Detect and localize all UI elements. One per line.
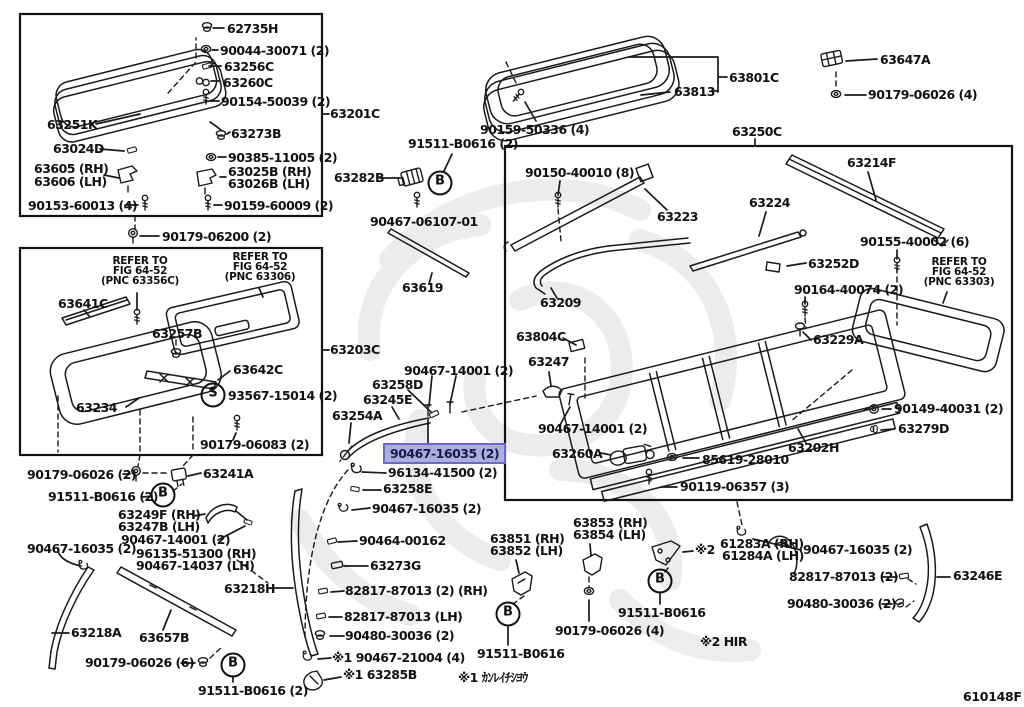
part-90149-40031: 90149-40031 (2) <box>894 401 1004 416</box>
part-63201c: 63201C <box>330 106 380 121</box>
part-63273b: 63273B <box>231 126 282 141</box>
part-96134-41500: 96134-41500 (2) <box>388 465 498 480</box>
refer1-line2: FIG 64-52 <box>112 265 168 277</box>
part-96135-51300-rh: 96135-51300 (RH) <box>136 546 257 561</box>
refer3-line3: (PNC 63303) <box>923 276 995 288</box>
part-90154-50039: 90154-50039 (2) <box>221 94 331 109</box>
part-63647a: 63647A <box>880 52 931 67</box>
circle-b1: B <box>151 483 176 508</box>
part-90464-00162: 90464-00162 <box>359 533 446 548</box>
refer2-line2: FIG 64-52 <box>232 261 288 273</box>
part-90179-06026-d: 90179-06026 (4) <box>868 87 978 102</box>
part-63254a: 63254A <box>332 408 383 423</box>
part-63256c: 63256C <box>224 59 274 74</box>
part-63285b: ※1 63285B <box>343 667 417 682</box>
part-63025b-rh: 63025B (RH) <box>228 164 312 179</box>
highlighted-part-number[interactable]: 90467-16035 (2) <box>383 443 506 464</box>
part-63234: 63234 <box>76 400 117 415</box>
part-61284a-lh: 61284A (LH) <box>722 548 804 563</box>
refer3-line2: FIG 64-52 <box>931 266 987 278</box>
part-93567-15014: 93567-15014 (2) <box>228 388 338 403</box>
part-63026b-lh: 63026B (LH) <box>228 176 310 191</box>
part-63282b: 63282B <box>334 170 385 185</box>
part-90467-14001-a: 90467-14001 (2) <box>121 532 231 547</box>
part-90385-11005: 90385-11005 (2) <box>228 150 338 165</box>
part-90467-14037-lh: 90467-14037 (LH) <box>136 558 255 573</box>
part-63252d: 63252D <box>808 256 859 271</box>
part-63249f-rh: 63249F (RH) <box>118 507 201 522</box>
part-90179-06083: 90179-06083 (2) <box>200 437 310 452</box>
part-62735h: 62735H <box>227 21 278 36</box>
part-91511-b0616-c: 91511-B0616 (2) <box>408 136 518 151</box>
part-63224: 63224 <box>749 195 790 210</box>
part-90179-06200: 90179-06200 (2) <box>162 229 272 244</box>
part-90119-06357: 90119-06357 (3) <box>680 479 790 494</box>
part-90159-60009: 90159-60009 (2) <box>224 198 334 213</box>
part-63218h: 63218H <box>224 581 275 596</box>
refer3-line1: REFER TO <box>931 256 987 268</box>
part-63605-rh: 63605 (RH) <box>34 161 109 176</box>
part-90467-16035-b: 90467-16035 (2) <box>372 501 482 516</box>
part-63257b: 63257B <box>152 326 203 341</box>
part-63214f: 63214F <box>847 155 897 170</box>
part-63813: 63813 <box>674 84 715 99</box>
part-90159-50336: 90159-50336 (4) <box>480 122 590 137</box>
circle-b5: B <box>648 569 673 594</box>
part-63203c: 63203C <box>330 342 380 357</box>
part-63854-lh: 63854 (LH) <box>573 527 646 542</box>
part-63245e: 63245E <box>363 392 413 407</box>
part-63247: 63247 <box>528 354 569 369</box>
part-90467-14001-c: 90467-14001 (2) <box>538 421 648 436</box>
part-90480-30036-b: 90480-30036 (2) <box>787 596 897 611</box>
part-90044-30071: 90044-30071 (2) <box>220 43 330 58</box>
part-90467-06107: 90467-06107-01 <box>370 214 478 229</box>
part-82817-87013-b: 82817-87013 (2) <box>789 569 899 584</box>
diagram-code: 610148F <box>963 689 1022 704</box>
part-90153-60013: 90153-60013 (4) <box>28 198 138 213</box>
part-91511-b0616-a: 91511-B0616 (2) <box>48 489 158 504</box>
part-63853-rh: 63853 (RH) <box>573 515 648 530</box>
part-63641c: 63641C <box>58 296 108 311</box>
part-90164-40074: 90164-40074 (2) <box>794 282 904 297</box>
part-63241a: 63241A <box>203 466 254 481</box>
part-90179-06026-a: 90179-06026 (2) <box>27 467 137 482</box>
part-90179-06026-c: 90179-06026 (4) <box>555 623 665 638</box>
part-63258d: 63258D <box>372 377 423 392</box>
part-91511-b0616-d: 91511-B0616 <box>477 646 565 661</box>
part-63024d: 63024D <box>53 141 104 156</box>
part-63279d: 63279D <box>898 421 949 436</box>
part-63273g: 63273G <box>370 558 421 573</box>
part-61283a-rh: 61283A (RH) <box>720 536 804 551</box>
part-63251k: 63251K <box>47 117 98 132</box>
refer2-line3: (PNC 63306) <box>224 271 296 283</box>
circle-s: S <box>201 383 226 408</box>
part-63209: 63209 <box>540 295 581 310</box>
part-82817-87013-lh: 82817-87013 (LH) <box>344 609 463 624</box>
part-63247b-lh: 63247B (LH) <box>118 519 200 534</box>
part-63619: 63619 <box>402 280 443 295</box>
circle-b4: B <box>496 602 521 627</box>
part-63852-lh: 63852 (LH) <box>490 543 563 558</box>
part-63260a: 63260A <box>552 446 603 461</box>
part-90179-06026-b: 90179-06026 (6) <box>85 655 195 670</box>
part-63804c: 63804C <box>516 329 566 344</box>
part-63246e: 63246E <box>953 568 1003 583</box>
refer1-line1: REFER TO <box>112 255 168 267</box>
part-63851-rh: 63851 (RH) <box>490 531 565 546</box>
part-90467-16035-a: 90467-16035 (2) <box>27 541 137 556</box>
part-63223: 63223 <box>657 209 698 224</box>
note-2-prefix: ※2 <box>695 542 715 557</box>
part-63606-lh: 63606 (LH) <box>34 174 107 189</box>
part-63218a: 63218A <box>71 625 122 640</box>
part-63801c: 63801C <box>729 70 779 85</box>
part-63260c: 63260C <box>223 75 273 90</box>
part-63202h: 63202H <box>788 440 839 455</box>
part-63657b: 63657B <box>139 630 190 645</box>
part-90150-40010: 90150-40010 (8) <box>525 165 635 180</box>
circle-b3: B <box>428 171 453 196</box>
part-90480-30036-a: 90480-30036 (2) <box>345 628 455 643</box>
part-90155-40002: 90155-40002 (6) <box>860 234 970 249</box>
part-82817-87013-rh: 82817-87013 (2) (RH) <box>345 583 488 598</box>
part-85619-28010: 85619-28010 <box>702 452 789 467</box>
part-90467-21004: ※1 90467-21004 (4) <box>332 650 465 665</box>
part-63250c: 63250C <box>732 124 782 139</box>
note-2: ※2 HIR <box>700 634 747 649</box>
part-90467-14001-b: 90467-14001 (2) <box>404 363 514 378</box>
note-1: ※1 ｶﾝﾚｲﾁｼﾖｳ <box>458 670 528 685</box>
refer2-line1: REFER TO <box>232 251 288 263</box>
part-91511-b0616-e: 91511-B0616 <box>618 605 706 620</box>
part-63229a: 63229A <box>813 332 864 347</box>
circle-b2: B <box>221 653 246 678</box>
part-63642c: 63642C <box>233 362 283 377</box>
part-63258e: 63258E <box>383 481 433 496</box>
part-91511-b0616-b: 91511-B0616 (2) <box>198 683 308 698</box>
part-90467-16035-c: 90467-16035 (2) <box>803 542 913 557</box>
refer1-line3: (PNC 63356C) <box>100 275 180 287</box>
